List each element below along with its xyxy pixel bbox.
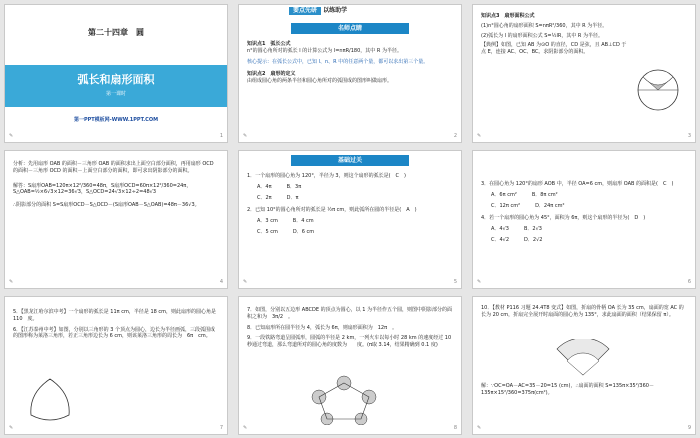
body-line: 知识点3 扇形面积公式 — [481, 13, 535, 19]
header-tag: 要点先研 — [289, 7, 321, 15]
page-number: 8 — [453, 425, 457, 432]
brand-text: 第一PPT模板网-WWW.1PPT.COM — [73, 117, 159, 123]
slide-thumbnail-4[interactable] — [4, 150, 228, 289]
folding-fan-figure — [553, 339, 613, 377]
body-line: C．2π D．π — [257, 194, 299, 201]
slide-note-icon: ✎ — [243, 279, 248, 286]
page-number: 9 — [687, 425, 691, 432]
body-line: ∴阴影部分的面积 S=S扇形OCD－S△OCD－(S扇形OAB－S△OAB)=48π－36√3。 — [13, 202, 200, 208]
slide-thumbnail-8[interactable] — [238, 296, 462, 435]
pentagon-circles-figure — [309, 375, 379, 425]
slide-body — [13, 161, 219, 209]
body-line: A．4√3 B．2√3 — [491, 226, 542, 232]
body-line: (2)弧长为 l 的扇形面积公式 S=½lR，其中 R 为半径。 — [481, 32, 603, 39]
circle-figure — [633, 65, 683, 115]
body-line: 核心提示：在弧长公式中，已知 l、n、R 中的任意两个量，都可以求出第三个量。 — [247, 58, 429, 65]
body-line: C．5 cm D．6 cm — [257, 228, 315, 235]
slide-body — [13, 309, 222, 340]
slide-body — [247, 41, 453, 85]
body-line: 9．一段铁路弯道呈圆弧形，圆弧的半径是 2 km，一列火车以每小时 28 km 的速度经过 10 秒通过弯道，那么弯道所对的圆心角的度数为 度。(π取 3.14，结果精确到 0.1 度) — [247, 335, 452, 348]
body-line: C．4√2 D．2√2 — [491, 236, 543, 243]
page-number: 3 — [687, 133, 691, 140]
slide-thumbnail-9[interactable] — [472, 296, 696, 435]
body-line: 知识点2 扇形的定义 — [247, 71, 296, 78]
body-line: 知识点1 弧长公式 — [247, 41, 291, 47]
section-bar: 基础过关 — [291, 155, 409, 166]
slide-note-icon: ✎ — [9, 425, 14, 432]
body-line: 解答：S扇形OAB=120π×12²/360=48π，S扇形OCD=60π×12²/360=24π，S△OAB=½×6√3×12=36√3，S△OCD=24√3×12÷2=48√3 — [13, 182, 192, 196]
page-number: 7 — [219, 425, 223, 432]
section-bar: 名师点睛 — [291, 23, 409, 34]
body-line: 3．在圆心角为 120°的扇形 AOB 中，半径 OA=6 cm，则扇形 OAB 的面积是( C ) — [481, 181, 674, 187]
page-number: 1 — [219, 133, 223, 140]
slide-thumbnail-2[interactable] — [238, 4, 462, 143]
slide-title: 弧长和扇形面积 — [77, 73, 155, 86]
slide-thumbnail-6[interactable] — [472, 150, 696, 289]
reuleaux-triangle-figure — [25, 375, 75, 423]
slide-body — [481, 13, 687, 56]
slide-note-icon: ✎ — [477, 279, 482, 286]
body-line: 解：∵OC=OA－AC=35－20=15 (cm)，∴扇面的面积 S=135π×35²/360－135π×15²/360=375π(cm²)。 — [481, 383, 654, 396]
slide-header — [289, 7, 347, 18]
slide-note-icon: ✎ — [477, 425, 482, 432]
body-line: 4．若一个扇形的圆心角为 45°，面积为 6π，则这个扇形的半径为( D ) — [481, 215, 646, 222]
slide-note-icon: ✎ — [243, 425, 248, 432]
body-line: 分析：先用扇形 OAB 的面积－三角形 OAB 的面积求出上面空白部分面积，再用扇形 OCD 的面积－三角形 OCD 的面积－上面空白部分的面积，即可求出阴影部分的面积。 — [13, 161, 214, 174]
slide-thumbnail-3[interactable] — [472, 4, 696, 143]
slide-body — [481, 181, 687, 244]
body-line: C．12π cm² D．24π cm² — [491, 202, 565, 209]
header-text: 以练助学 — [323, 7, 348, 14]
page-number: 6 — [687, 279, 691, 286]
body-line: 5．【黑龙江哈尔滨中考】一个扇形的弧长是 11π cm，半径是 18 cm，则此扇形的圆心角是 110 度。 — [13, 309, 222, 322]
body-line: 2．已知 10°的圆心角所对的弧长是 ½π cm，则此弧所在圆的半径是( A ) — [247, 207, 417, 214]
body-line: A．6π cm² B．8π cm² — [491, 191, 558, 198]
page-number: 4 — [219, 279, 223, 286]
slide-body — [247, 173, 453, 236]
body-line: 10．【教材 P116 习题 24.4T8 变式】如图，折扇的骨柄 OA 长为 35 cm，扇面的宽 AC 的长为 20 cm，折扇完全展开时扇面的圆心角为 135°，求此扇面的面积（结果保留 π）。 — [481, 305, 684, 318]
body-line: 由组成圆心角的两条半径和圆心角所对的弧围成的图形叫做扇形。 — [247, 78, 393, 84]
chapter-heading: 第二十四章 圆 — [88, 27, 144, 37]
body-line: A．3 cm B．4 cm — [257, 218, 314, 224]
slide-subtitle: 第一课时 — [105, 91, 126, 97]
slide-note-icon: ✎ — [243, 133, 248, 140]
body-line: 7．如图，分别以五边形 ABCDE 的顶点为圆心，以 1 为半径作五个圆，则图中阴影部分的面积之和为 3π/2 。 — [247, 307, 452, 320]
page-number: 2 — [453, 133, 457, 140]
body-line: 【典例】如图，已知 AB 为⊙O 的直径，CD 是弦，且 AB⊥CD 于点 E，连接 AC、OC、BC。求阴影部分的面积。 — [481, 42, 627, 55]
slide-thumbnail-1[interactable] — [4, 4, 228, 143]
slide-note-icon: ✎ — [477, 133, 482, 140]
slide-body — [247, 307, 453, 349]
body-line: 6．【江苏泰州中考】如图，分别以三角形的 3 个顶点为圆心，边长为半径画弧，三段弧围成的图形称为莱洛三角形，若正三角形边长为 6 cm，则该莱洛三角形的周长为 6π cm。 — [13, 326, 216, 340]
slide-thumbnail-7[interactable] — [4, 296, 228, 435]
slide-note-icon: ✎ — [9, 133, 14, 140]
body-line: A．4π B．3π — [257, 183, 302, 190]
body-line: 1．一个扇形的圆心角为 120°，半径为 3，则这个扇形的弧长是( C ) — [247, 173, 406, 179]
page-number: 5 — [453, 279, 457, 286]
slide-note-icon: ✎ — [9, 279, 14, 286]
body-line: n°的圆心角所对的弧长 l 的计算公式为 l=nπR/180，其中 R 为半径。 — [247, 47, 402, 54]
solution-body — [481, 383, 687, 397]
slide-thumbnail-grid — [4, 4, 696, 434]
body-line: 8．已知扇形所在圆半径为 4，弧长为 6π，则扇形面积为 12π 。 — [247, 324, 398, 331]
body-line: (1)n°圆心角的扇形面积 S=nπR²/360，其中 R 为半径。 — [481, 22, 608, 29]
slide-thumbnail-5[interactable] — [238, 150, 462, 289]
slide-body — [481, 305, 687, 319]
